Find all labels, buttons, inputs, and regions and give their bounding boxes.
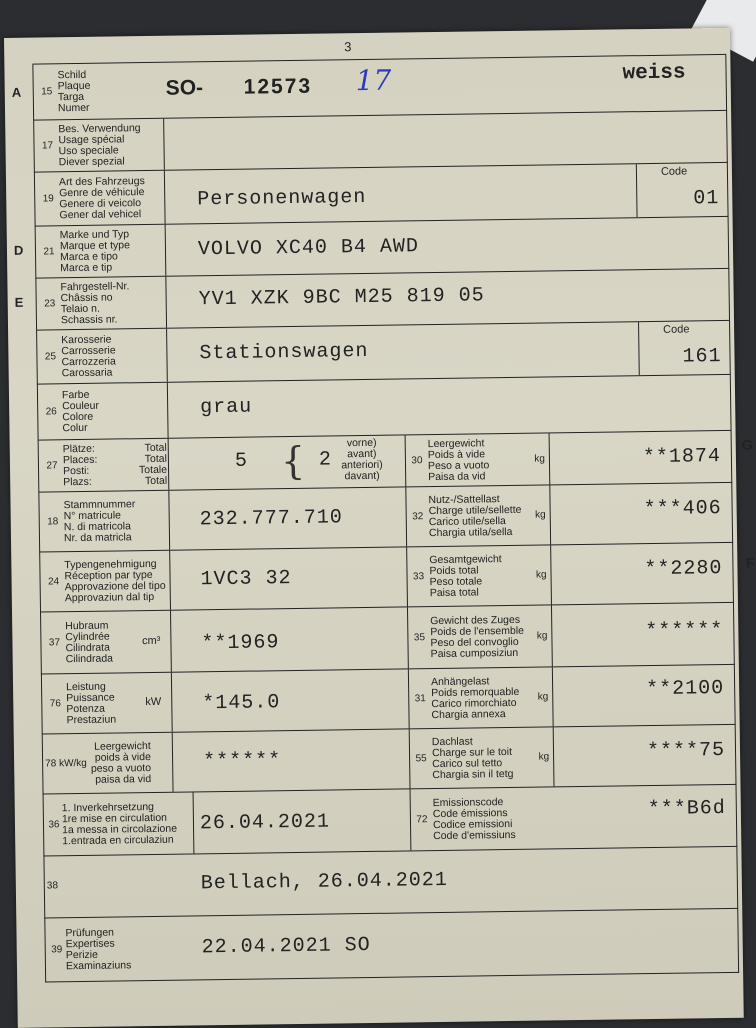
body-value: Stationswagen [199, 339, 369, 366]
page-number: 3 [344, 39, 352, 55]
handwritten-note: 17 [355, 63, 392, 98]
color-label: 26 Farbe Couleur Colore Colur [38, 383, 169, 440]
row-kw-kg-roof-load [42, 725, 737, 795]
vehicle-type-code-box [636, 163, 728, 217]
inspections-label: 39 Prüfungen Expertises Perizie Examinaziuns [51, 926, 132, 972]
seats-front-value: 2 [318, 448, 333, 472]
matricule-value: 232.777.710 [199, 506, 343, 532]
row-type-approval-total-weight [39, 543, 755, 613]
total-weight-label: 33 Gesamtgewicht Poids total Peso totale Paisa total kg [406, 545, 552, 606]
total-weight-value: **2280 [644, 557, 723, 582]
empty-weight-label: 30 Leergewicht Poids à vide Peso a vuoto Paisa da vid kg [405, 433, 551, 486]
combination-weight-value: ****** [645, 619, 724, 644]
emission-code-label: 72 Emissionscode Code émissions Codice emissioni Code d'emissiuns [410, 787, 556, 850]
displacement-label: 37 Hubraum Cylindrée Cilindrata Cilindrada cm³ [41, 611, 172, 674]
registration-document [4, 28, 755, 1028]
combination-weight-label: 35 Gewicht des Zuges Poids de l'ensemble Peso del convoglio Paisa cumposiziun kg [407, 605, 553, 668]
body-code-box [638, 321, 730, 375]
first-registration-value: 26.04.2021 [199, 810, 331, 836]
payload-value: ***406 [643, 497, 722, 522]
plate-color: weiss [622, 61, 686, 86]
label-line: Targa [57, 90, 85, 103]
color-value: grau [200, 395, 253, 420]
section-letter-e: E [14, 294, 24, 310]
row-vehicle-type [34, 163, 729, 227]
vehicle-type-value: Personenwagen [197, 185, 367, 212]
vehicle-type-label: 19 Art des Fahrzeugs Genre de véhicule Genere di veicolo Gener dal vehicel [35, 171, 166, 226]
row-first-registration-emission [43, 785, 738, 857]
plate-label [33, 63, 166, 120]
power-label: 76 Leistung Puissance Potenza Prestaziun kW [42, 673, 173, 734]
chassis-value: YV1 XZK 9BC M25 819 05 [198, 284, 485, 312]
row-make-model [13, 217, 730, 279]
row-place-date: 38 Bellach, 26.04.2021 [43, 847, 738, 919]
row-body [36, 321, 731, 385]
kw-kg-label: 78 kW/kg Leergewicht poids à vide peso a vuoto paisa da vid [43, 733, 174, 794]
type-approval-value: 1VC3 32 [200, 567, 292, 592]
roof-load-label: 55 Dachlast Charge sur le toit Carico sul tetto Chargia sin il tetg kg [409, 727, 555, 788]
displacement-value: **1969 [201, 631, 280, 656]
place-date-value: Bellach, 26.04.2021 [200, 868, 449, 896]
row-inspections [44, 909, 739, 983]
label-line: Plaque [57, 79, 91, 92]
field-number: 15 [41, 86, 53, 98]
make-model-label: 21 Marke und Typ Marque et type Marca e tipo Marca e tip [36, 225, 167, 278]
label-line: Schild [57, 68, 87, 81]
make-model-value: VOLVO XC40 B4 AWD [197, 235, 420, 262]
row-displacement-combination [40, 603, 735, 675]
section-letter-d: D [13, 242, 24, 258]
row-special-use [33, 111, 728, 173]
special-use-label: 17 Bes. Verwendung Usage spécial Uso speciale Diever spezial [34, 119, 165, 172]
type-approval-label: 24 Typengenehmigung Réception par type Approvazione del tipo Approvaziun dal tip [40, 551, 171, 612]
kw-kg-value: ****** [202, 749, 282, 774]
matricule-label: 18 Stammnummer N° matricule N. di matricola Nr. da matricla [39, 491, 170, 552]
chassis-label: 23 Fahrgestell-Nr. Châssis no Telaio n. Schassis nr. [36, 277, 167, 330]
row-power-trailer [41, 665, 736, 735]
section-letter-a: A [11, 84, 22, 100]
brace: { [280, 438, 306, 484]
row-matricule-payload [38, 483, 733, 553]
roof-load-value: ****75 [646, 739, 726, 764]
first-registration-label: 36 1. Inverkehrsetzung 1re mise en circulation 1a messa in circolazione 1.entrada en circulaziun [44, 792, 195, 855]
emission-code-value: ***B6d [647, 796, 726, 822]
seats-total-value: 5 [234, 449, 249, 473]
inspections-value: 22.04.2021 SO [201, 933, 371, 960]
trailer-load-value: **2100 [645, 677, 725, 702]
payload-label: 32 Nutz-/Sattellast Charge utile/sellette Carico utile/sella Chargia utila/sella kg [405, 485, 551, 546]
body-label: 25 Karosserie Carrosserie Carrozzeria Carossaria [37, 329, 168, 384]
power-value: *145.0 [202, 691, 281, 716]
section-letter-g: G [741, 436, 753, 453]
row-seats-empty-weight: G 27 Plätze: Total Places: Total Posti: Totale Plazs: Total 5 { 2 vorne) avant) anteriori) davant) 30 Leergewicht Poids à vide Peso a vuoto Paisa da vid kg **1874 [38, 431, 733, 493]
seats-label: 27 Plätze: Total Places: Total Posti: Totale Plazs: Total [39, 439, 170, 492]
empty-weight-value: **1874 [642, 445, 722, 470]
row-chassis [14, 269, 730, 331]
row-color [37, 375, 732, 441]
code-value: 161 [682, 345, 722, 369]
label-line: Numer [57, 101, 90, 114]
code-label: Code [660, 165, 688, 178]
section-letter-f: F [745, 554, 755, 571]
plate-number: 12573 [243, 74, 313, 99]
field-grid [11, 54, 755, 983]
code-value: 01 [693, 187, 720, 211]
trailer-load-label: 31 Anhängelast Poids remorquable Carico rimorchiato Chargia annexa kg [408, 667, 554, 728]
row-plate [11, 55, 727, 121]
code-label: Code [663, 323, 690, 336]
plate-canton: SO- [165, 76, 204, 100]
